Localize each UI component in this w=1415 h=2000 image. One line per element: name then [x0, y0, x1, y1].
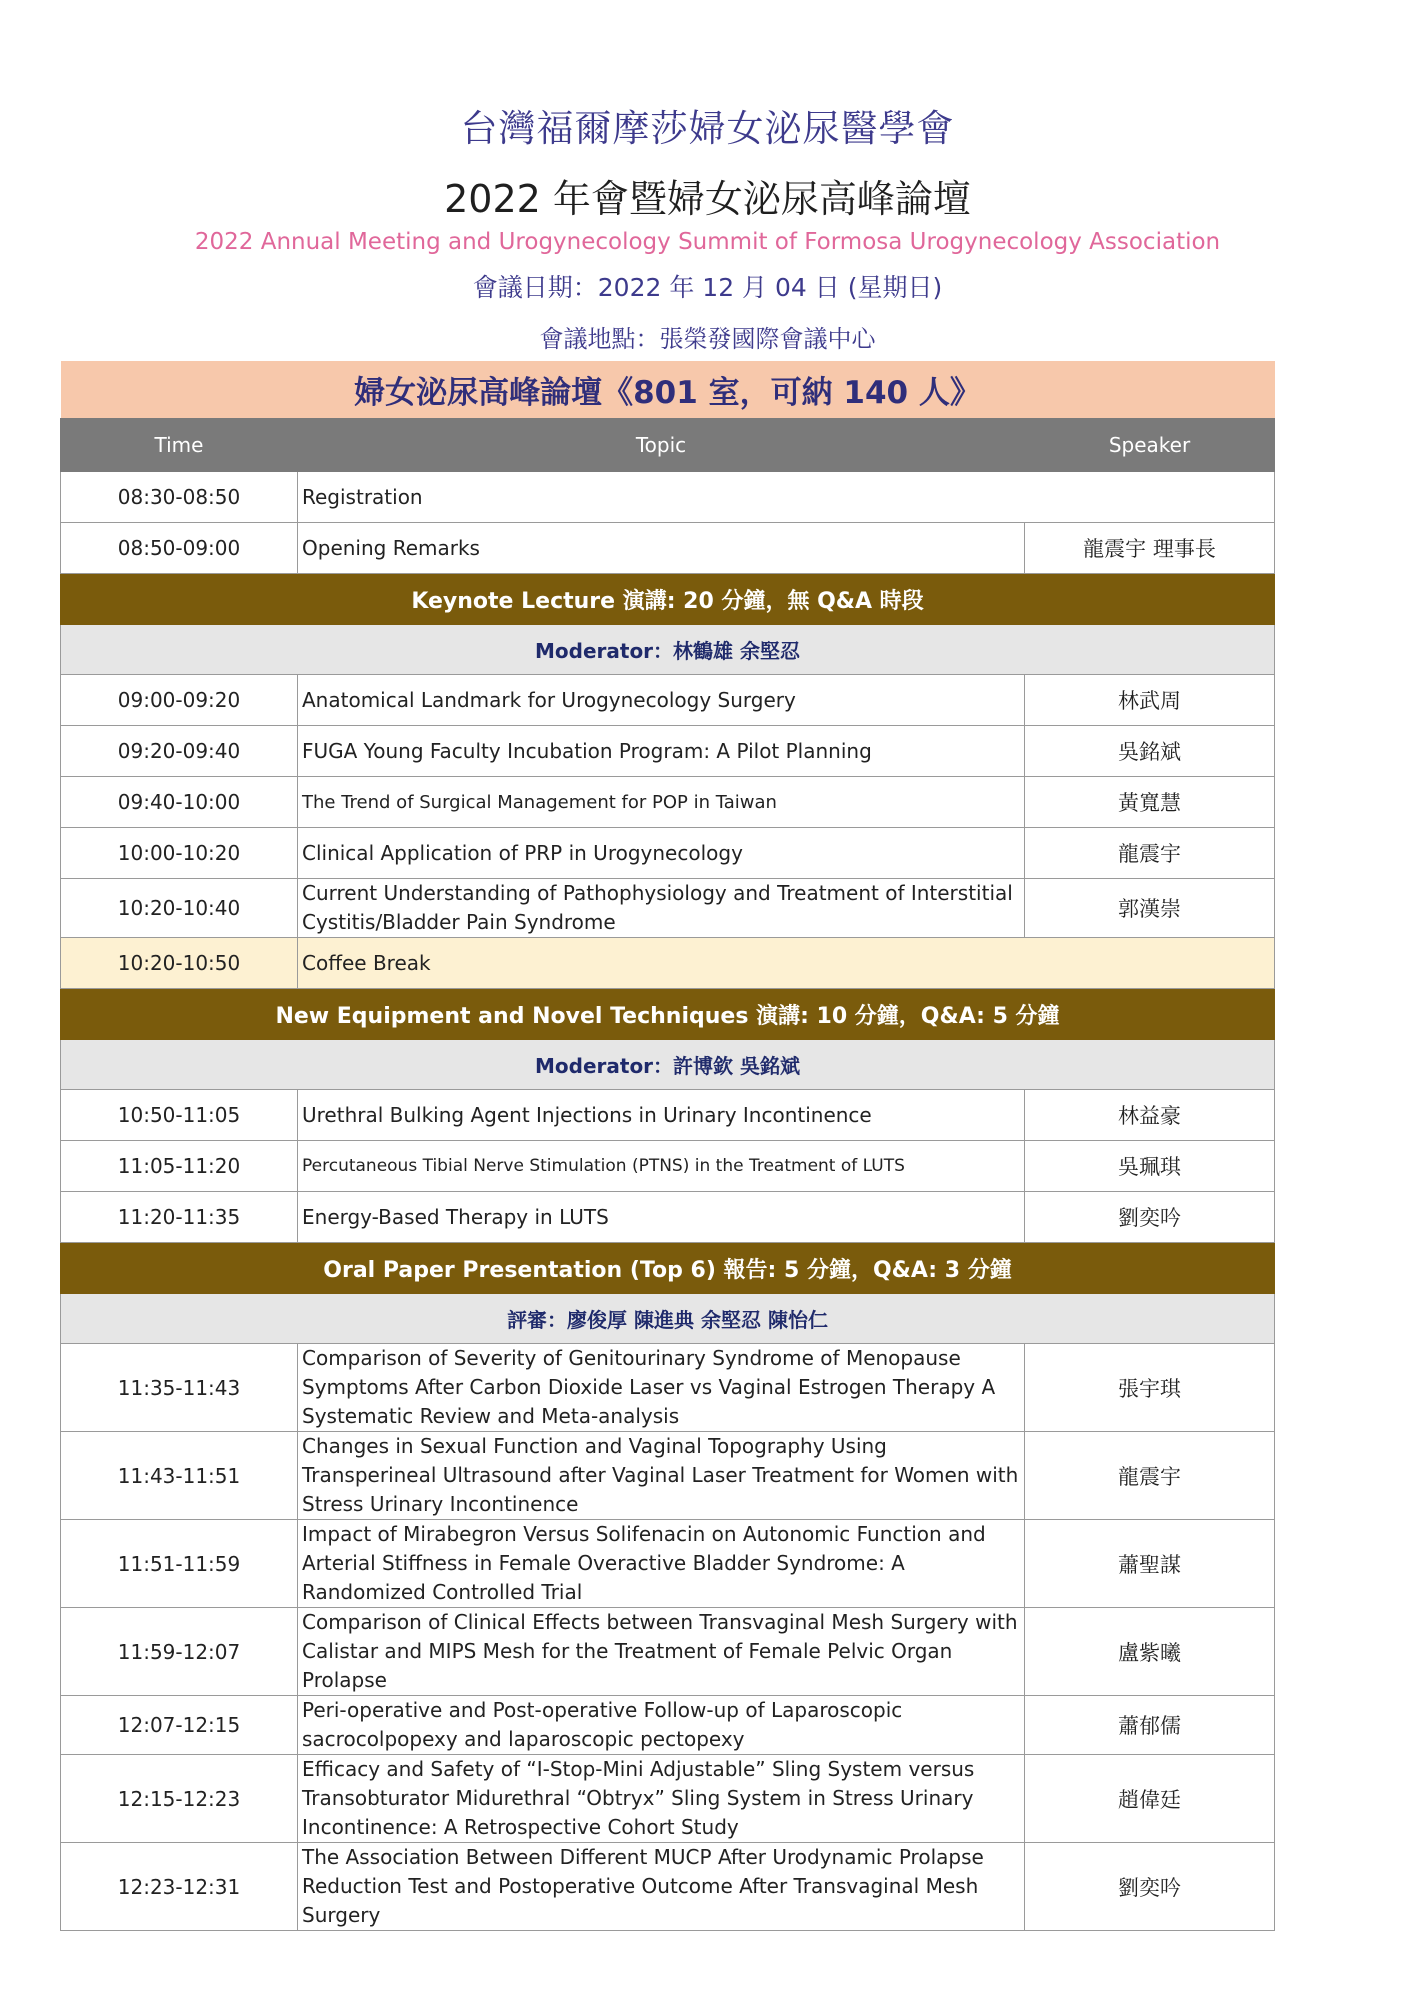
row-speaker: 劉奕吟: [1025, 1192, 1275, 1243]
row-topic: Coffee Break: [298, 938, 1275, 989]
row-speaker: 趙偉廷: [1025, 1755, 1275, 1843]
row-speaker: 林益豪: [1025, 1090, 1275, 1141]
row-time: 08:50-09:00: [61, 523, 298, 574]
row-speaker: 龍震宇: [1025, 828, 1275, 879]
judges-row: [61, 1294, 1275, 1344]
row-time: 08:30-08:50: [61, 472, 298, 523]
row-speaker: 張宇琪: [1025, 1344, 1275, 1432]
row-speaker: 吳銘斌: [1025, 726, 1275, 777]
org-title: 台灣福爾摩莎婦女泌尿醫學會: [460, 107, 955, 150]
moderator-row: [61, 1040, 1275, 1090]
session-header-row: [61, 989, 1275, 1040]
table-row: [61, 1344, 1275, 1432]
table-row: [61, 1192, 1275, 1243]
row-topic: Peri-operative and Post-operative Follow-up of Laparoscopic sacrocolpopexy and laparoscopic pectopexy: [298, 1696, 1025, 1755]
row-speaker: 吳珮琪: [1025, 1141, 1275, 1192]
table-row: [61, 1843, 1275, 1931]
moderator-label: Moderator：林鶴雄 余堅忍: [61, 625, 1275, 675]
row-topic: Clinical Application of PRP in Urogynecology: [298, 828, 1025, 879]
row-speaker: 龍震宇 理事長: [1025, 523, 1275, 574]
row-time: 11:35-11:43: [61, 1344, 298, 1432]
row-topic: Changes in Sexual Function and Vaginal Topography Using Transperineal Ultrasound after Vaginal Laser Treatment for Women with Stress Urinary Incontinence: [298, 1432, 1025, 1520]
table-row: [61, 675, 1275, 726]
row-speaker: 蕭聖謀: [1025, 1520, 1275, 1608]
row-time: 11:05-11:20: [61, 1141, 298, 1192]
row-time: 09:20-09:40: [61, 726, 298, 777]
row-speaker: 劉奕吟: [1025, 1843, 1275, 1931]
event-title: 2022 年會暨婦女泌尿高峰論壇: [444, 177, 971, 221]
row-time: 11:51-11:59: [61, 1520, 298, 1608]
row-time: 10:00-10:20: [61, 828, 298, 879]
row-topic: Efficacy and Safety of “I-Stop-Mini Adjustable” Sling System versus Transobturator Midurethral “Obtryx” Sling System in Stress Urinary Incontinence: A Retrospective Cohort Study: [298, 1755, 1025, 1843]
table-row: [61, 1608, 1275, 1696]
judges-label: 評審：廖俊厚 陳進典 余堅忍 陳怡仁: [61, 1294, 1275, 1344]
row-time: 11:43-11:51: [61, 1432, 298, 1520]
row-speaker: 盧紫曦: [1025, 1608, 1275, 1696]
room-banner: 婦女泌尿高峰論壇《801 室，可納 140 人》: [61, 361, 1275, 419]
table-row: [61, 1755, 1275, 1843]
row-topic: Registration: [298, 472, 1275, 523]
table-row: [61, 1090, 1275, 1141]
table-row: [61, 726, 1275, 777]
coffee-break-row: [61, 938, 1275, 989]
table-row: [61, 1432, 1275, 1520]
row-speaker: 郭漢崇: [1025, 879, 1275, 938]
row-time: 12:15-12:23: [61, 1755, 298, 1843]
row-topic: Opening Remarks: [298, 523, 1025, 574]
session-title: Oral Paper Presentation (Top 6) 報告: 5 分鐘，Q&A: 3 分鐘: [61, 1243, 1275, 1294]
row-topic: The Trend of Surgical Management for POP in Taiwan: [298, 777, 1025, 828]
session-header-row: [61, 574, 1275, 625]
row-topic: Comparison of Clinical Effects between Transvaginal Mesh Surgery with Calistar and MIPS Mesh for the Treatment of Female Pelvic Organ Prolapse: [298, 1608, 1025, 1696]
session-title: New Equipment and Novel Techniques 演講: 10 分鐘，Q&A: 5 分鐘: [61, 989, 1275, 1040]
table-row: [61, 828, 1275, 879]
moderator-row: [61, 625, 1275, 675]
row-time: 09:40-10:00: [61, 777, 298, 828]
row-time: 10:20-10:40: [61, 879, 298, 938]
row-topic: Current Understanding of Pathophysiology and Treatment of Interstitial Cystitis/Bladder Pain Syndrome: [298, 879, 1025, 938]
schedule-table: [60, 361, 1275, 1931]
row-time: 11:20-11:35: [61, 1192, 298, 1243]
row-topic: Comparison of Severity of Genitourinary Syndrome of Menopause Symptoms After Carbon Dioxide Laser vs Vaginal Estrogen Therapy A Systematic Review and Meta-analysis: [298, 1344, 1025, 1432]
row-speaker: 龍震宇: [1025, 1432, 1275, 1520]
session-title: Keynote Lecture 演講: 20 分鐘，無 Q&A 時段: [61, 574, 1275, 625]
row-time: 11:59-12:07: [61, 1608, 298, 1696]
event-venue: 會議地點：張榮發國際會議中心: [539, 325, 876, 353]
table-row: [61, 1141, 1275, 1192]
table-row: [61, 523, 1275, 574]
row-speaker: 蕭郁儒: [1025, 1696, 1275, 1755]
row-speaker: 黃寬慧: [1025, 777, 1275, 828]
table-row: [61, 472, 1275, 523]
row-time: 09:00-09:20: [61, 675, 298, 726]
table-row: [61, 1520, 1275, 1608]
row-speaker: 林武周: [1025, 675, 1275, 726]
row-topic: Percutaneous Tibial Nerve Stimulation (PTNS) in the Treatment of LUTS: [298, 1141, 1025, 1192]
row-topic: The Association Between Different MUCP After Urodynamic Prolapse Reduction Test and Postoperative Outcome After Transvaginal Mesh Surgery: [298, 1843, 1025, 1931]
col-topic-header: Topic: [298, 419, 1025, 472]
row-time: 12:23-12:31: [61, 1843, 298, 1931]
event-date: 會議日期：2022 年 12 月 04 日 (星期日): [472, 273, 943, 302]
row-time: 10:50-11:05: [61, 1090, 298, 1141]
row-topic: Impact of Mirabegron Versus Solifenacin on Autonomic Function and Arterial Stiffness in Female Overactive Bladder Syndrome: A Randomized Controlled Trial: [298, 1520, 1025, 1608]
event-title-english: 2022 Annual Meeting and Urogynecology Summit of Formosa Urogynecology Association: [194, 229, 1221, 255]
table-row: [61, 777, 1275, 828]
row-topic: Energy-Based Therapy in LUTS: [298, 1192, 1025, 1243]
row-topic: Urethral Bulking Agent Injections in Urinary Incontinence: [298, 1090, 1025, 1141]
row-topic: Anatomical Landmark for Urogynecology Surgery: [298, 675, 1025, 726]
moderator-label: Moderator：許博欽 吳銘斌: [61, 1040, 1275, 1090]
row-time: 12:07-12:15: [61, 1696, 298, 1755]
col-time-header: Time: [61, 419, 298, 472]
table-row: [61, 879, 1275, 938]
row-time: 10:20-10:50: [61, 938, 298, 989]
table-row: [61, 1696, 1275, 1755]
session-header-row: [61, 1243, 1275, 1294]
room-banner-row: [61, 361, 1275, 419]
column-header-row: [61, 419, 1275, 472]
row-topic: FUGA Young Faculty Incubation Program: A Pilot Planning: [298, 726, 1025, 777]
col-speaker-header: Speaker: [1025, 419, 1275, 472]
